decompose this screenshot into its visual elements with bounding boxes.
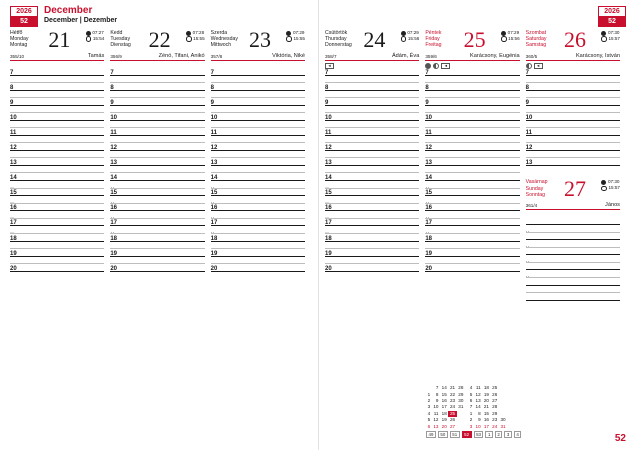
day-column-saturday-sunday[interactable] <box>525 27 626 450</box>
hour-label: 19 <box>425 250 433 257</box>
name-day: Karácsony, Eugénia <box>470 53 520 59</box>
hour-label: 18 <box>10 235 17 242</box>
day-names <box>526 30 547 49</box>
hour-label: 17 <box>325 220 332 227</box>
hour-label: 20 <box>210 265 218 272</box>
hour-label: 13 <box>525 160 533 167</box>
hour-label: 8 <box>425 85 429 92</box>
sunset-icon <box>601 36 607 42</box>
hour-label: 18 <box>110 235 118 242</box>
hour-label: 17 <box>425 220 433 227</box>
week-cell[interactable]: 1 <box>485 431 492 438</box>
sunrise-icon <box>86 31 91 36</box>
hour-label: 8 <box>10 85 14 92</box>
hour-label: 17 <box>110 220 118 227</box>
hour-label: 8 <box>210 85 214 92</box>
right-page <box>318 0 636 450</box>
hour-label: 11 <box>10 130 17 137</box>
day-header <box>525 27 620 68</box>
hour-label: 15 <box>110 190 118 197</box>
day-name-de: Sonntag <box>525 191 545 198</box>
sunrise-icon <box>286 31 291 36</box>
hour-label: 11 <box>325 130 332 137</box>
sunset-icon <box>186 36 192 42</box>
day-column-monday[interactable] <box>10 27 110 450</box>
day-header <box>525 176 620 210</box>
hour-label: 18 <box>210 235 218 242</box>
sun-times <box>286 30 305 42</box>
day-of-year: 361/4 <box>525 203 538 209</box>
moon-phase-row <box>325 63 334 69</box>
sunset-time: 15:57 <box>608 185 620 191</box>
day-name-hu: Vasárnap <box>525 179 548 186</box>
hour-label: 19 <box>325 250 332 257</box>
day-name-hu: Péntek <box>425 30 442 36</box>
hour-label: 20 <box>325 265 332 272</box>
table-row: 4 11 18 25 1 8 15 29 <box>427 410 498 416</box>
week-cell[interactable]: 51 <box>450 431 460 438</box>
hour-label: 13 <box>325 160 332 167</box>
name-day: Karácsony, István <box>575 53 620 59</box>
day-name-hu: Szombat <box>525 30 547 36</box>
name-day: Viktória, Niké <box>272 53 305 59</box>
year-label: 2026 <box>598 6 626 17</box>
day-name-hu: Szerda <box>210 30 228 36</box>
week-cell[interactable]: 3 <box>504 431 511 438</box>
hour-label: 14 <box>210 175 218 182</box>
day-of-year: 356/9 <box>110 54 122 59</box>
sunrise-time: 07:28 <box>192 30 205 35</box>
sunset-icon <box>401 36 407 42</box>
sun-times <box>86 30 105 42</box>
name-day: Zénó, Tifani, Anikó <box>158 53 205 59</box>
sunset-time: 15:56 <box>407 36 420 41</box>
hour-label: 12 <box>425 145 433 152</box>
hour-label: 12 <box>325 145 332 152</box>
day-name-en: Tuesday <box>110 36 131 43</box>
hour-label: 18 <box>325 235 332 242</box>
sunrise-time: 07:29 <box>292 30 305 35</box>
week-strip[interactable] <box>426 431 521 438</box>
table-row: 7 14 21 28 4 11 18 25 <box>435 385 498 391</box>
day-header <box>10 27 105 61</box>
day-name-en: Wednesday <box>210 36 238 43</box>
sunset-time: 15:55 <box>193 36 205 41</box>
day-of-year: 355/10 <box>10 54 25 59</box>
week-label: 52 <box>10 17 38 27</box>
day-number: 21 <box>48 27 71 52</box>
hour-label: 9 <box>10 100 14 107</box>
day-name-de: Dienstag <box>110 42 131 49</box>
sunset-time: 15:54 <box>92 36 105 41</box>
day-header <box>325 27 420 68</box>
sun-times <box>601 179 620 191</box>
year-week-badge-right <box>598 6 626 27</box>
hour-grid[interactable]: 7 ·· 8 ·· 9 ·· 10 ·· 11 ·· 12 ·· 13 ·· 14 ·· 15 ·· 16 ·· 17 ·· 18 ·· 19 ·· 20 <box>325 74 419 285</box>
hour-label: 9 <box>325 100 329 107</box>
hour-label: 10 <box>325 115 332 122</box>
hour-label: 20 <box>10 265 17 272</box>
hour-label: 11 <box>425 130 432 137</box>
sunrise-icon <box>401 31 406 36</box>
hour-label: 10 <box>525 115 533 122</box>
week-cell[interactable]: 2 <box>495 431 502 438</box>
sun-times <box>601 30 620 42</box>
hour-label: 15 <box>210 190 218 197</box>
hour-label: 11 <box>525 130 532 137</box>
hour-label: 9 <box>110 100 114 107</box>
moon-full-icon <box>425 63 431 69</box>
moon-half-icon <box>526 63 532 69</box>
hour-label: 7 <box>10 70 14 76</box>
sunrise-time: 07:29 <box>407 30 419 35</box>
moon-arrow-icon: ◄ <box>325 63 334 69</box>
hour-label: 19 <box>110 250 118 257</box>
hour-label: 18 <box>425 235 433 242</box>
hour-label: 14 <box>325 175 332 182</box>
day-name-hu: Hétfő <box>10 30 23 36</box>
day-column-wednesday[interactable] <box>210 27 311 450</box>
mini-calendar[interactable] <box>426 385 507 430</box>
name-day: Tamás <box>87 53 105 59</box>
moon-arrow-icon: ◄ <box>534 63 543 69</box>
week-cell[interactable]: 53 <box>474 431 484 438</box>
week-label: 52 <box>598 17 626 27</box>
hour-label: 13 <box>10 160 17 167</box>
hour-label: 9 <box>525 100 529 107</box>
left-day-columns <box>0 27 318 450</box>
hour-label: 15 <box>325 190 332 197</box>
hour-grid[interactable]: 7 ·· 8 ·· 9 ·· 10 ·· 11 ·· 12 ·· 13 <box>526 74 620 179</box>
highlight-day[interactable]: 25 <box>449 410 456 416</box>
hour-label: 13 <box>110 160 118 167</box>
hour-label: 8 <box>325 85 329 92</box>
day-column-tuesday[interactable] <box>110 27 210 450</box>
sunrise-icon <box>601 31 606 36</box>
sunset-time: 15:56 <box>508 36 520 41</box>
hour-grid[interactable]: 7 ·· 8 ·· 9 ·· 10 ·· 11 ·· 12 ·· 13 ·· 14 ·· 15 ·· 16 ·· 17 ·· 18 ·· 19 ·· 20 <box>425 74 519 285</box>
hour-label: 11 <box>110 130 117 137</box>
moon-phase-row <box>425 63 450 69</box>
hour-label: 10 <box>110 115 118 122</box>
day-names <box>325 30 352 49</box>
day-names <box>10 30 28 49</box>
table-row: 6 13 20 27 3 10 17 24 31 <box>427 423 506 429</box>
day-name-en: Saturday <box>525 36 547 43</box>
hour-label: 8 <box>525 85 529 92</box>
sunrise-time: 07:29 <box>507 30 520 35</box>
sunset-icon <box>86 36 92 42</box>
sunrise-time: 07:30 <box>607 179 620 185</box>
sunrise-icon <box>501 31 506 36</box>
hour-label: 15 <box>425 190 433 197</box>
hour-label: 12 <box>10 145 17 152</box>
hour-label: 14 <box>110 175 118 182</box>
hour-label: 9 <box>210 100 214 107</box>
day-names <box>425 30 441 49</box>
day-number: 23 <box>248 27 271 52</box>
hour-label: 12 <box>525 145 533 152</box>
sunrise-time: 07:27 <box>92 30 104 35</box>
day-name-en: Monday <box>10 36 29 43</box>
day-number: 26 <box>563 27 586 52</box>
hour-label: 20 <box>425 265 433 272</box>
hour-label: 10 <box>425 115 433 122</box>
moon-half-icon <box>433 63 439 69</box>
day-number: 27 <box>563 176 586 202</box>
hour-label: 12 <box>110 145 118 152</box>
hour-label: 19 <box>10 250 17 257</box>
sunrise-icon <box>601 180 606 185</box>
table-row: 2 9 16 23 30 6 13 20 27 <box>427 397 498 403</box>
mini-calendar-table <box>426 385 507 430</box>
day-name-de: Freitag <box>425 42 442 49</box>
hour-label: 19 <box>210 250 218 257</box>
sunset-icon <box>601 186 607 192</box>
sunset-icon <box>286 36 292 42</box>
hour-grid[interactable]: 7 ·· 8 ·· 9 ·· 10 ·· 11 ·· 12 ·· 13 ·· 14 ·· 15 ·· 16 ·· 17 ·· 18 ·· 19 ·· 20 <box>110 74 204 285</box>
table-row: 1 8 15 22 29 5 12 19 26 <box>427 391 498 397</box>
year-week-badge-left <box>10 6 38 27</box>
day-header <box>110 27 205 61</box>
hour-label: 7 <box>425 70 429 76</box>
page-number: 52 <box>614 433 626 444</box>
day-of-year: 358/7 <box>325 54 337 59</box>
hour-label: 16 <box>325 205 332 212</box>
day-names <box>526 179 548 198</box>
month-name-hu: December <box>44 5 93 16</box>
hour-label: 11 <box>210 130 217 137</box>
table-row: 3 10 17 24 31 7 14 21 28 <box>427 404 498 410</box>
table-row: 5 12 19 26 2 9 16 23 30 <box>427 417 506 423</box>
day-name-en: Thursday <box>325 36 347 43</box>
sun-times <box>401 30 420 42</box>
sunset-icon <box>501 36 507 42</box>
day-name-en: Sunday <box>525 185 544 192</box>
hour-label: 7 <box>210 70 214 76</box>
hour-label: 9 <box>425 100 429 107</box>
day-names <box>211 30 238 49</box>
hour-label: 12 <box>210 145 218 152</box>
sunrise-icon <box>186 31 191 36</box>
month-heading <box>44 5 117 25</box>
hour-grid[interactable]: 7 ·· 8 ·· 9 ·· 10 ·· 11 ·· 12 ·· 13 ·· 14 ·· 15 ·· 16 ·· 17 ·· 18 ·· 19 ·· 20 <box>211 74 305 285</box>
hour-label: 8 <box>110 85 114 92</box>
hour-label: 13 <box>425 160 433 167</box>
year-label: 2026 <box>10 6 38 17</box>
day-names <box>110 30 130 49</box>
day-header <box>425 27 520 68</box>
hour-label: 16 <box>110 205 118 212</box>
hour-grid[interactable]: 7 ·· 8 ·· 9 ·· 10 ·· 11 ·· 12 ·· 13 ·· 14 ·· 15 ·· 16 ·· 17 ·· 18 ·· 19 ·· 20 <box>10 74 104 285</box>
hour-label: 16 <box>425 205 433 212</box>
hour-grid[interactable]: ·· ·· ·· ·· ·· <box>526 223 620 313</box>
hour-label: 20 <box>110 265 118 272</box>
hour-label: 14 <box>425 175 433 182</box>
day-header <box>210 27 305 61</box>
name-day: Ádám, Éva <box>391 53 420 59</box>
day-name-de: Donnerstag <box>325 42 352 49</box>
sun-times <box>501 30 520 42</box>
day-name-de: Samstag <box>525 42 547 49</box>
day-column-sunday[interactable] <box>525 176 620 313</box>
hour-label: 14 <box>10 175 17 182</box>
moon-phase-row <box>526 63 543 69</box>
moon-arrow-icon: ◄ <box>441 63 450 69</box>
day-of-year: 360/5 <box>525 54 538 59</box>
day-name-hu: Csütörtök <box>325 30 348 36</box>
hour-label: 7 <box>325 70 329 76</box>
week-cell[interactable]: 4 <box>514 431 521 438</box>
hour-label: 10 <box>210 115 218 122</box>
hour-label: 16 <box>210 205 218 212</box>
week-cell-active[interactable]: 52 <box>462 431 472 438</box>
sunset-time: 15:55 <box>293 36 305 41</box>
sun-times <box>186 30 205 42</box>
day-number: 25 <box>463 27 486 52</box>
day-name-de: Montag <box>10 42 28 49</box>
day-name-hu: Kedd <box>110 30 123 36</box>
week-cell[interactable]: 49 <box>426 431 436 438</box>
day-name-de: Mittwoch <box>210 42 232 49</box>
week-cell[interactable]: 50 <box>438 431 448 438</box>
sunset-time: 15:57 <box>608 36 620 41</box>
day-of-year: 359/6 <box>425 54 437 59</box>
day-number: 24 <box>363 27 386 52</box>
hour-label: 13 <box>210 160 218 167</box>
hour-label: 10 <box>10 115 17 122</box>
day-column-thursday[interactable] <box>325 27 425 450</box>
hour-label: 17 <box>210 220 218 227</box>
hour-label: 16 <box>10 205 17 212</box>
day-name-en: Friday <box>425 36 440 43</box>
name-day: János <box>605 202 620 209</box>
month-name-multi: December | Dezember <box>44 17 118 24</box>
day-number: 22 <box>148 27 171 52</box>
hour-label: 7 <box>110 70 114 76</box>
hour-label: 15 <box>10 190 17 197</box>
hour-label: 17 <box>10 220 17 227</box>
sunrise-time: 07:30 <box>607 30 620 35</box>
day-of-year: 357/8 <box>210 54 223 59</box>
hour-label: 7 <box>525 70 529 76</box>
